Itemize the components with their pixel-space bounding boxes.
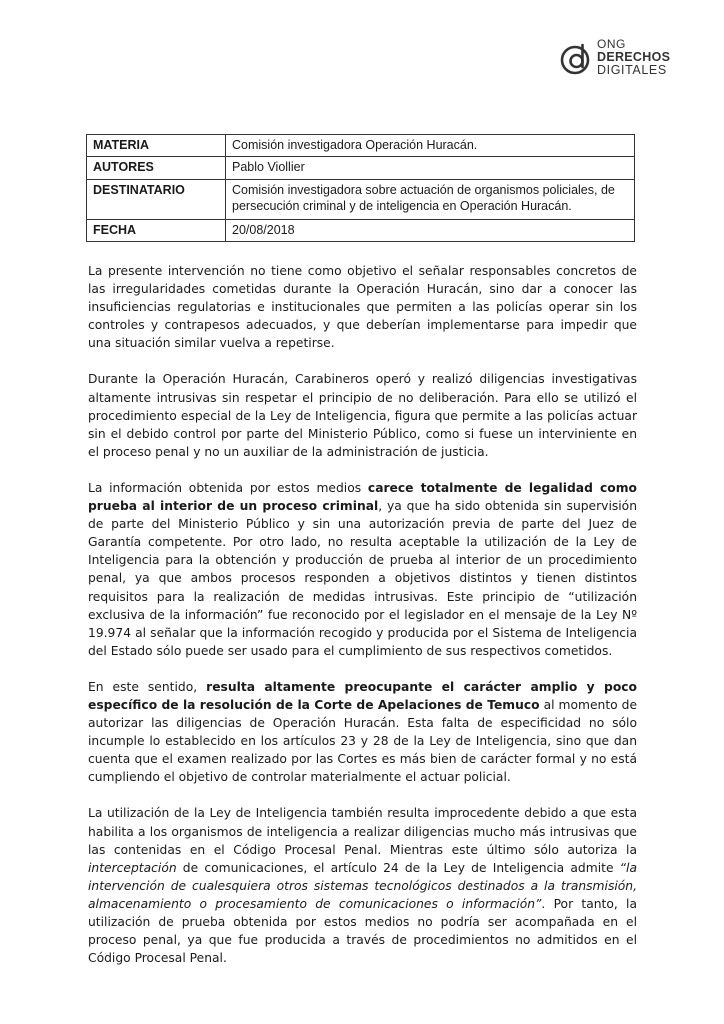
table-row (87, 157, 635, 180)
paragraph-4-bold: resulta altamente preocupante el carácter amplio y poco específico de la resolución de la Corte de Apelaciones de Temuco (88, 679, 638, 712)
paragraph-4-text-c: al momento de autorizar las diligencias de Operación Huracán. Esta falta de especificidad no sólo incumple lo establecido en los artículos 23 y 28 de la Ley de Inteligencia, sino que dan cuenta que el examen realizado por las Cortes es más bien de carácter formal y no está cumpliendo el objetivo de controlar materialmente el actuar policial. (88, 697, 638, 785)
paragraph-2: Durante la Operación Huracán, Carabineros operó y realizó diligencias investigativas altamente intrusivas sin respetar el principio de no deliberación. Para ello se utilizó el procedimiento especial de la Ley de Inteligencia, figura que permite a las policías actuar sin el debido control por parte del Ministerio Público, como si fuese un interviniente en el proceso penal y no un auxiliar de la administración de justicia. (88, 372, 637, 459)
paragraph-4-text-a: En este sentido, (88, 679, 207, 694)
document-body (88, 262, 637, 985)
paragraph-5-text-c: de comunicaciones, el artículo 24 de la Ley de Inteligencia admite (176, 860, 620, 875)
fecha-label: FECHA (87, 220, 226, 242)
table-row (87, 220, 635, 242)
paragraph-5-text-a: La utilización de la Ley de Inteligencia también resulta improcedente debido a que esta habilita a los organismos de inteligencia a realizar diligencias mucho más intrusivas que las contenidas en el Código Procesal Penal. Mientras este último sólo autoriza la (88, 806, 637, 857)
paragraph-3-text-c: , ya que ha sido obtenida sin supervisión de parte del Ministerio Público y sin una autorización previa de parte del Juez de Garantía competente. Por otro lado, no resulta aceptable la utilización de la Ley de Inteligencia para la obtención y producción de prueba al interior de un procedimiento penal, ya que ambos procesos responden a objetivos distintos y tienen distintos requisitos para la realización de medidas intrusivas. Este principio de “utilización exclusiva de la información” fue reconocido por el legislador en el mensaje de la Ley Nº 19.974 al señalar que la información recogido y producida por el Sistema de Inteligencia del Estado sólo puede ser usado para el cumplimiento de sus respectivos cometidos. (88, 499, 637, 658)
paragraph-5-text-e: . Por tanto, la utilización de prueba obtenida por estos medios no podría ser acompañada en el proceso penal, ya que fue producida a través de procedimientos no admitidos en el Código Procesal Penal. (88, 896, 637, 966)
document-metadata-table (86, 134, 635, 242)
paragraph-5 (88, 804, 637, 967)
paragraph-5-italic-quote: “la intervención de cualesquiera otros sistemas tecnológicos destinados a la transmisión, almacenamiento o procesamiento de comunicaciones o información” (88, 860, 637, 911)
paragraph-3 (88, 479, 637, 660)
autores-value: Pablo Viollier (226, 157, 635, 180)
fecha-value: 20/08/2018 (226, 220, 635, 242)
paragraph-4 (88, 678, 637, 787)
destinatario-label: DESTINATARIO (87, 180, 226, 220)
paragraph-3-text-a: La información obtenida por estos medios (88, 480, 368, 495)
logo-line-derechos: DERECHOS (597, 50, 671, 64)
paragraph-3-bold: carece totalmente de legalidad como prueba al interior de un proceso criminal (88, 480, 638, 514)
destinatario-value: Comisión investigadora sobre actuación de organismos policiales, de persecución criminal y de inteligencia en Operación Huracán. (226, 180, 635, 220)
table-row (87, 135, 635, 157)
materia-label: MATERIA (87, 135, 226, 157)
autores-label: AUTORES (87, 157, 226, 180)
paragraph-1: La presente intervención no tiene como objetivo el señalar responsables concretos de las irregularidades cometidas durante la Operación Huracán, sino dar a conocer las insuficiencias regulatorias e institucionales que permiten a las policías operar sin los controles y contrapesos adecuados, y que deberían implementarse para impedir que una situación similar vuelva a repetirse. (88, 264, 637, 351)
materia-value: Comisión investigadora Operación Huracán. (226, 135, 635, 157)
logo-wordmark (597, 38, 670, 77)
logo-line-digitales: DIGITALES (597, 63, 667, 77)
paragraph-5-italic-term: interceptación (88, 860, 177, 875)
logo-line-ong: ONG (597, 37, 626, 51)
table-row (87, 180, 635, 220)
at-sign-logo-icon (558, 42, 592, 76)
organization-logo (558, 38, 698, 84)
